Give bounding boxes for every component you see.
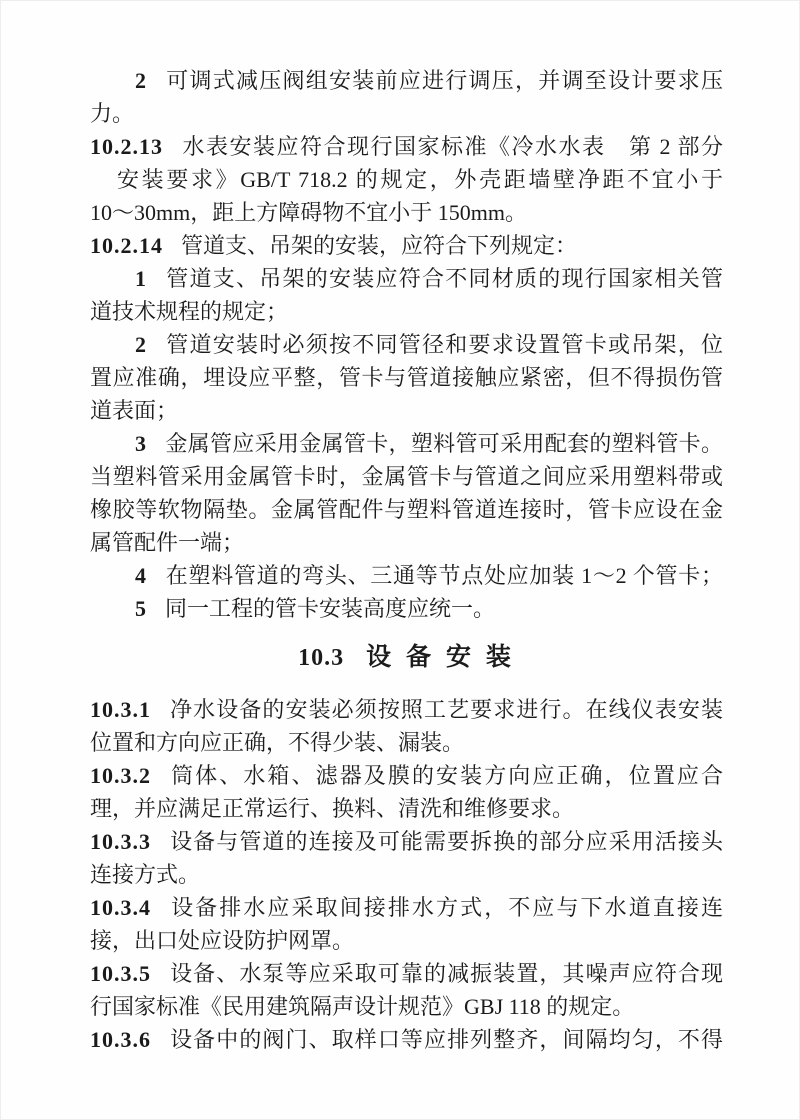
line-text: 设备与管道的连接及可能需要拆换的部分应采用活接头 [169,829,723,854]
text-line [90,957,723,990]
line-text: 管道支、吊架的安装应符合不同材质的现行国家相关管 [165,266,723,291]
line-text: 在塑料管道的弯头、三通等节点处应加装 1～2 个管卡； [165,563,723,588]
line-text: 设备中的阀门、取样口等应排列整齐，间隔均匀，不得 [169,1027,723,1052]
text-line [90,592,723,625]
text-line [90,361,723,394]
clause-number: 10.3.4 [90,895,151,920]
text-line [90,427,723,460]
line-text: 接，出口处应设防护网罩。 [90,928,355,953]
line-text: 道表面； [90,398,179,423]
line-text: 橡胶等软物隔垫。金属管配件与塑料管道连接时，管卡应设在金 [90,497,723,522]
line-text: 力。 [90,101,135,126]
clause-number: 3 [135,431,147,456]
section-heading-title: 设 备 安 装 [366,643,515,671]
text-line [90,825,723,858]
line-text: 属管配件一端； [90,530,245,555]
text-line [90,130,723,163]
clause-number: 4 [135,563,147,588]
text-line [90,97,723,130]
text-line [90,559,723,592]
text-line [90,460,723,493]
line-text: 10～30mm，距上方障碍物不宜小于 150mm。 [90,200,527,225]
line-text: 连接方式。 [90,862,201,887]
text-line [90,693,723,726]
text-line [90,759,723,792]
document-text-block [90,64,723,1056]
line-text: 位置和方向应正确，不得少装、漏装。 [90,730,465,755]
line-text: 可调式减压阀组安装前应进行调压，并调至设计要求压 [165,68,723,93]
clause-number: 10.3.1 [90,697,151,722]
text-line [90,262,723,295]
text-line [90,726,723,759]
line-text: 水表安装应符合现行国家标准《冷水水表 第 2 部分 [181,134,723,159]
text-line [90,229,723,262]
text-line [90,526,723,559]
line-text: 设备排水应采取间接排水方式，不应与下水道直接连 [169,895,723,920]
section-heading-number: 10.3 [298,645,345,671]
text-line [90,1023,723,1056]
text-line [90,394,723,427]
line-text: 置应准确，埋设应平整，管卡与管道接触应紧密，但不得损伤管 [90,365,723,390]
text-line [90,924,723,957]
text-line [90,328,723,361]
clause-number: 10.3.6 [90,1027,151,1052]
line-text: 管道安装时必须按不同管径和要求设置管卡或吊架，位 [165,332,723,357]
line-text: 行国家标准《民用建筑隔声设计规范》GBJ 118 的规定。 [90,994,635,1019]
clause-number: 10.3.3 [90,829,151,854]
section-heading [90,641,723,675]
clause-number: 10.3.5 [90,961,151,986]
line-text: 安装要求》GB/T 718.2 的规定，外壳距墙壁净距不宜小于 [117,167,723,192]
text-line [90,990,723,1023]
line-text: 设备、水泵等应采取可靠的减振装置，其噪声应符合现 [169,961,723,986]
line-text: 理，并应满足正常运行、换料、清洗和维修要求。 [90,796,575,821]
line-text: 管道支、吊架的安装，应符合下列规定： [181,233,578,258]
text-line [90,858,723,891]
text-line [90,792,723,825]
text-line [90,64,723,97]
clause-number: 10.2.14 [90,233,163,258]
line-text: 筒体、水箱、滤器及膜的安装方向应正确，位置应合 [169,763,723,788]
line-text: 净水设备的安装必须按照工艺要求进行。在线仪表安装 [169,697,723,722]
line-text: 当塑料管采用金属管卡时，金属管卡与管道之间应采用塑料带或 [90,464,723,489]
text-line [90,196,723,229]
line-text: 道技术规程的规定； [90,299,289,324]
clause-number: 5 [135,596,147,621]
clause-number: 1 [135,266,147,291]
clause-number: 2 [135,332,147,357]
text-line [90,493,723,526]
text-line [90,163,723,196]
clause-number: 10.3.2 [90,763,151,788]
clause-number: 10.2.13 [90,134,163,159]
text-line [90,295,723,328]
line-text: 金属管应采用金属管卡，塑料管可采用配套的塑料管卡。 [165,431,723,456]
clause-number: 2 [135,68,147,93]
text-line [90,891,723,924]
line-text: 同一工程的管卡安装高度应统一。 [165,596,496,621]
